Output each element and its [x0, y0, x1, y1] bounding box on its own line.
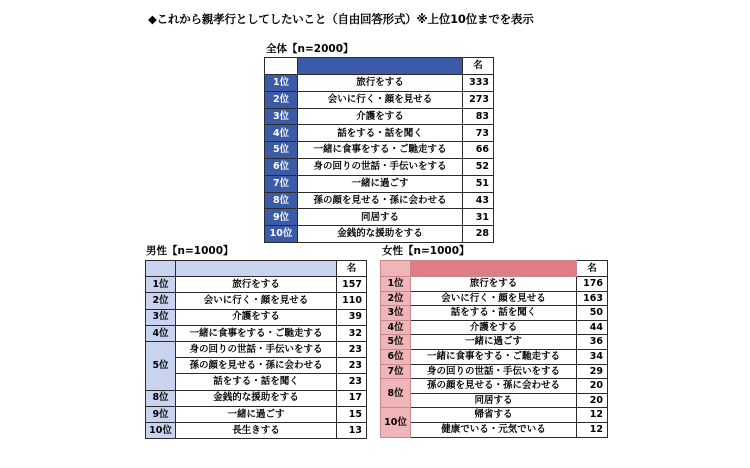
item-label: 一緒に過ごす: [176, 406, 337, 422]
rank-header: [381, 261, 411, 277]
table-header-row: [381, 261, 608, 277]
item-label: 健康でいる・元気でいる: [411, 422, 577, 437]
rank-label: 3位: [146, 309, 176, 325]
item-label: 旅行をする: [411, 277, 577, 292]
count-value: 333: [463, 75, 494, 92]
rank-label: 5位: [381, 335, 411, 350]
table-row: [146, 358, 367, 374]
table-row: [146, 374, 367, 390]
rank-header: [265, 58, 298, 75]
table-row: [146, 341, 367, 357]
count-value: 28: [463, 226, 494, 243]
table-row: [146, 309, 367, 325]
male-caption: 男性【n=1000】: [146, 245, 234, 257]
item-label: 身の回りの世話・手伝いをする: [176, 341, 337, 357]
item-header: [411, 261, 577, 277]
rank-label: 4位: [265, 125, 298, 142]
rank-label: 6位: [381, 349, 411, 364]
table-row: [265, 158, 494, 175]
table-row: [146, 293, 367, 309]
table-header-row: [146, 261, 367, 277]
table-row: [146, 406, 367, 422]
table-row: [146, 277, 367, 293]
count-value: 20: [577, 393, 608, 408]
count-value: 44: [577, 320, 608, 335]
item-header: [298, 58, 463, 75]
table-row: [265, 75, 494, 92]
count-value: 66: [463, 142, 494, 159]
count-value: 13: [337, 422, 367, 438]
table-row: [146, 390, 367, 406]
rank-label: 4位: [146, 325, 176, 341]
table-row: [265, 142, 494, 159]
count-value: 15: [337, 406, 367, 422]
table-header-row: [265, 58, 494, 75]
item-header: [176, 261, 337, 277]
count-value: 20: [577, 379, 608, 394]
item-label: 身の回りの世話・手伝いをする: [411, 364, 577, 379]
count-value: 39: [337, 309, 367, 325]
count-header: 名: [577, 261, 608, 277]
rank-label: 3位: [265, 108, 298, 125]
rank-label: 7位: [381, 364, 411, 379]
rank-label: 9位: [265, 209, 298, 226]
rank-label: 1位: [146, 277, 176, 293]
table-row: [381, 349, 608, 364]
female-caption: 女性【n=1000】: [382, 245, 470, 257]
table-row: [146, 325, 367, 341]
table-row: [381, 408, 608, 423]
item-label: 一緒に食事をする・ご馳走する: [298, 142, 463, 159]
count-value: 110: [337, 293, 367, 309]
count-header: 名: [463, 58, 494, 75]
rank-label: 1位: [265, 75, 298, 92]
item-label: 介護をする: [298, 108, 463, 125]
rank-label: 9位: [146, 406, 176, 422]
total-caption: 全体【n=2000】: [266, 43, 354, 55]
item-label: 孫の顔を見せる・孫に会わせる: [298, 192, 463, 209]
item-label: 会いに行く・顔を見せる: [411, 291, 577, 306]
item-label: 孫の顔を見せる・孫に会わせる: [411, 379, 577, 394]
item-label: 長生きする: [176, 422, 337, 438]
item-label: 介護をする: [411, 320, 577, 335]
rank-label: 8位: [146, 390, 176, 406]
rank-label: 10位: [265, 226, 298, 243]
count-value: 29: [577, 364, 608, 379]
rank-label: 8位: [381, 379, 411, 408]
rank-label: 7位: [265, 175, 298, 192]
count-value: 23: [337, 374, 367, 390]
item-label: 話をする・話を聞く: [411, 306, 577, 321]
item-label: 同居する: [298, 209, 463, 226]
table-row: [265, 108, 494, 125]
table-row: [381, 364, 608, 379]
count-value: 157: [337, 277, 367, 293]
item-label: 旅行をする: [176, 277, 337, 293]
table-row: [381, 306, 608, 321]
table-row: [381, 277, 608, 292]
table-row: [381, 320, 608, 335]
table-row: [381, 379, 608, 394]
rank-label: 3位: [381, 306, 411, 321]
rank-label: 8位: [265, 192, 298, 209]
table-row: [265, 192, 494, 209]
count-value: 50: [577, 306, 608, 321]
total-ranking-table: [264, 57, 494, 243]
item-label: 孫の顔を見せる・孫に会わせる: [176, 358, 337, 374]
rank-label: 4位: [381, 320, 411, 335]
item-label: 一緒に過ごす: [411, 335, 577, 350]
item-label: 旅行をする: [298, 75, 463, 92]
rank-label: 2位: [265, 91, 298, 108]
count-value: 23: [337, 341, 367, 357]
table-row: [265, 91, 494, 108]
table-row: [265, 209, 494, 226]
table-row: [381, 291, 608, 306]
count-header: 名: [337, 261, 367, 277]
rank-label: 6位: [265, 158, 298, 175]
count-value: 12: [577, 408, 608, 423]
rank-header: [146, 261, 176, 277]
item-label: 一緒に食事をする・ご馳走する: [176, 325, 337, 341]
rank-label: 1位: [381, 277, 411, 292]
count-value: 34: [577, 349, 608, 364]
count-value: 32: [337, 325, 367, 341]
count-value: 52: [463, 158, 494, 175]
page-title: ◆これから親孝行としてしたいこと（自由回答形式）※上位10位までを表示: [148, 12, 534, 26]
rank-label: 2位: [381, 291, 411, 306]
item-label: 身の回りの世話・手伝いをする: [298, 158, 463, 175]
female-ranking-table: [380, 260, 608, 438]
table-row: [381, 422, 608, 437]
male-ranking-table: [145, 260, 367, 439]
item-label: 金銭的な援助をする: [176, 390, 337, 406]
count-value: 12: [577, 422, 608, 437]
table-row: [381, 393, 608, 408]
count-value: 36: [577, 335, 608, 350]
rank-label: 10位: [381, 408, 411, 437]
rank-label: 5位: [265, 142, 298, 159]
count-value: 23: [337, 358, 367, 374]
table-row: [146, 422, 367, 438]
item-label: 話をする・話を聞く: [298, 125, 463, 142]
table-row: [381, 335, 608, 350]
rank-label: 10位: [146, 422, 176, 438]
item-label: 介護をする: [176, 309, 337, 325]
item-label: 一緒に過ごす: [298, 175, 463, 192]
count-value: 31: [463, 209, 494, 226]
item-label: 会いに行く・顔を見せる: [176, 293, 337, 309]
item-label: 話をする・話を聞く: [176, 374, 337, 390]
item-label: 帰省する: [411, 408, 577, 423]
count-value: 83: [463, 108, 494, 125]
count-value: 51: [463, 175, 494, 192]
count-value: 43: [463, 192, 494, 209]
rank-label: 5位: [146, 341, 176, 390]
count-value: 73: [463, 125, 494, 142]
item-label: 会いに行く・顔を見せる: [298, 91, 463, 108]
count-value: 273: [463, 91, 494, 108]
count-value: 176: [577, 277, 608, 292]
rank-label: 2位: [146, 293, 176, 309]
item-label: 金銭的な援助をする: [298, 226, 463, 243]
item-label: 一緒に食事をする・ご馳走する: [411, 349, 577, 364]
count-value: 163: [577, 291, 608, 306]
table-row: [265, 125, 494, 142]
item-label: 同居する: [411, 393, 577, 408]
count-value: 17: [337, 390, 367, 406]
table-row: [265, 175, 494, 192]
table-row: [265, 226, 494, 243]
